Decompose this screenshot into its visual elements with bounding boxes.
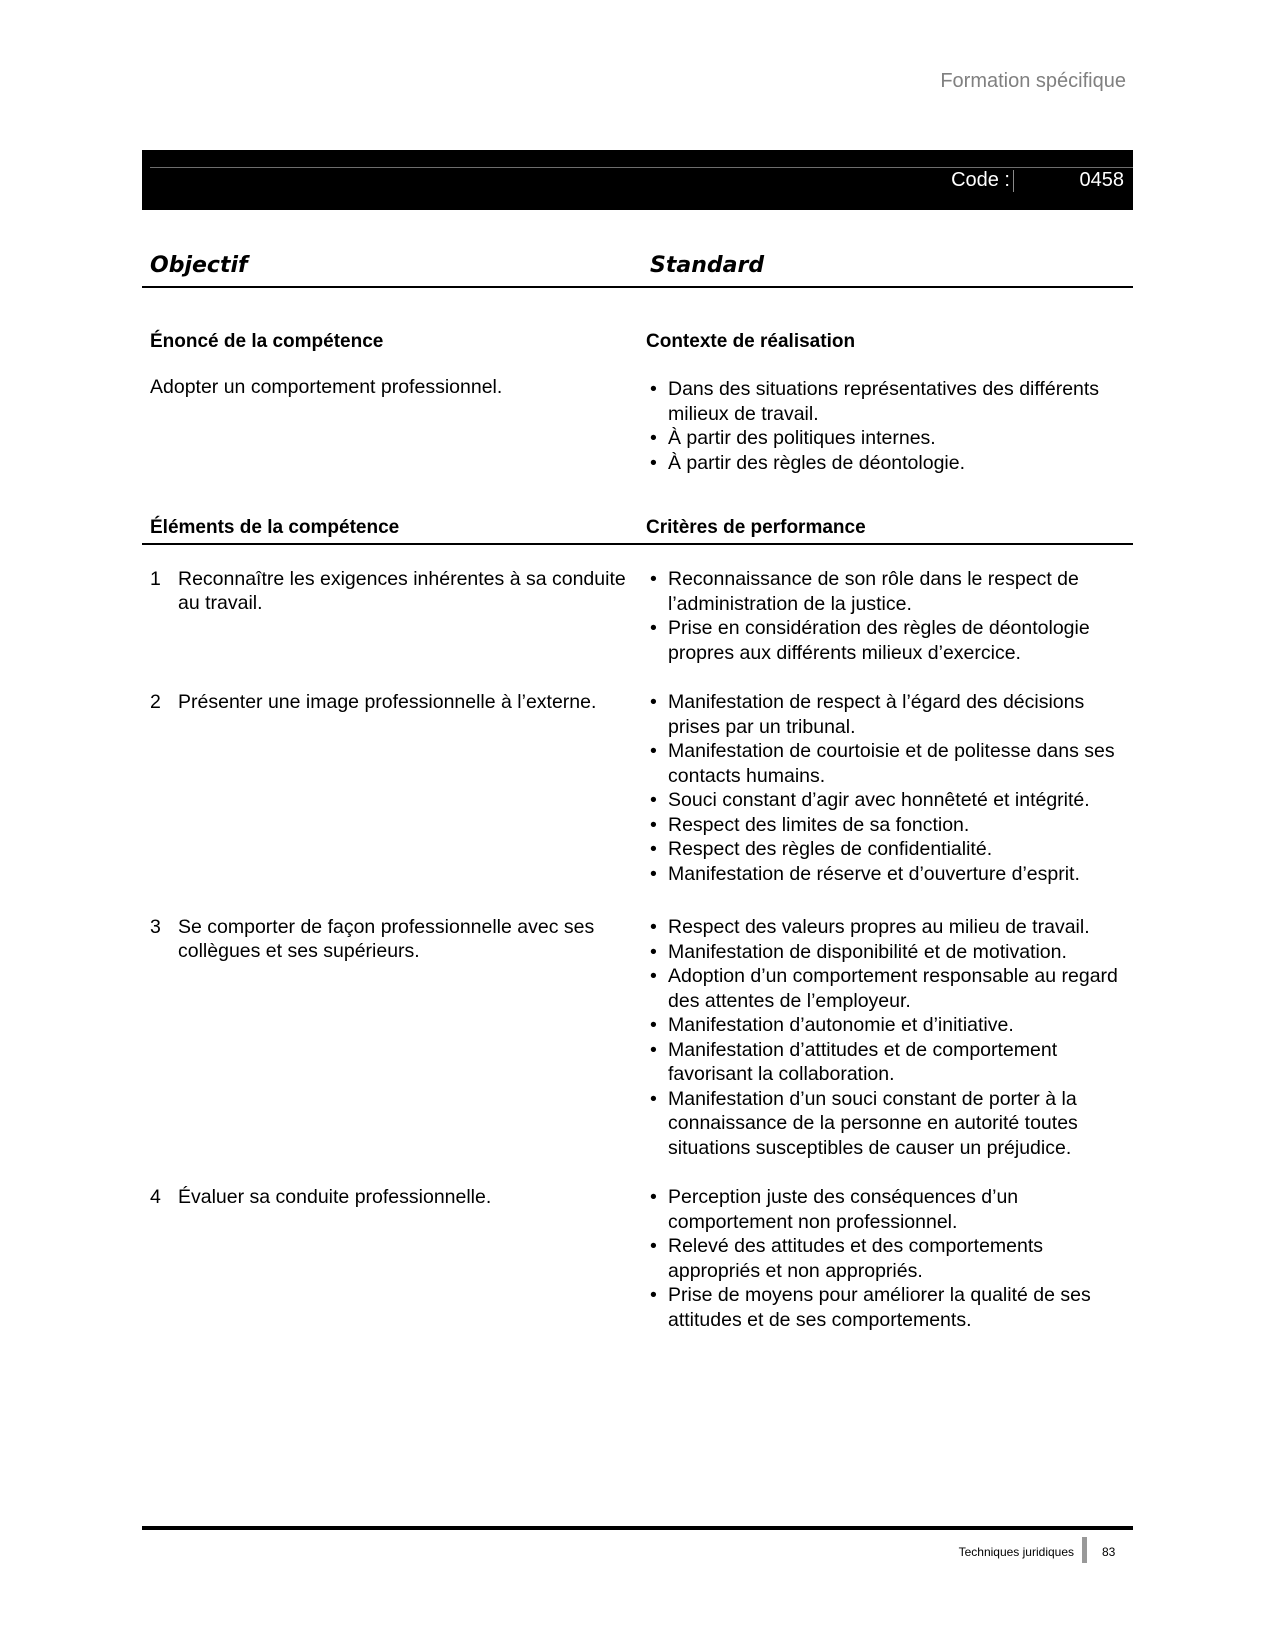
footer-separator — [1082, 1537, 1087, 1563]
bullet-icon: • — [650, 1038, 657, 1061]
list-item: • Souci constant d’agir avec honnêteté et intégrité. — [650, 789, 1090, 811]
element-1 — [150, 567, 630, 615]
enonce-text: Adopter un comportement professionnel. — [150, 376, 503, 398]
footer-rule — [142, 1526, 1133, 1530]
list-item: • Adoption d’un comportement responsable au regard des attentes de l’employeur. — [650, 965, 1118, 1012]
bullet-icon: • — [650, 740, 657, 762]
list-item: • Manifestation de respect à l’égard des décisions prises par un tribunal. — [650, 691, 1085, 738]
list-item: • Respect des règles de confidentialité. — [650, 838, 993, 860]
criteria-list-3 — [650, 915, 1135, 1160]
list-item: • Reconnaissance de son rôle dans le respect de l’administration de la justice. — [650, 568, 1079, 615]
list-item: • Manifestation de disponibilité et de motivation. — [650, 940, 1067, 963]
code-separator — [1013, 170, 1014, 192]
objectif-title: Objectif — [150, 253, 248, 278]
element-2 — [150, 690, 640, 714]
list-item: • Manifestation d’un souci constant de porter à la connaissance de la personne en autorité toutes situations susceptibles de causer un préjudice. — [650, 1087, 1078, 1159]
code-bar — [142, 150, 1133, 210]
bullet-icon: • — [650, 1087, 657, 1110]
element-number: 1 — [150, 568, 161, 590]
list-item: • Prise en considération des règles de déontologie propres aux différents milieux d’exercice. — [650, 617, 1090, 664]
code-bar-rule — [150, 167, 1133, 168]
criteres-heading: Critères de performance — [646, 517, 866, 538]
list-item: • Manifestation d’attitudes et de comportement favorisant la collaboration. — [650, 1038, 1058, 1085]
element-text: Présenter une image professionnelle à l’externe. — [178, 691, 597, 713]
standard-title: Standard — [650, 253, 765, 278]
element-number: 2 — [150, 691, 161, 713]
criteria-list-2 — [650, 690, 1135, 886]
running-head: Formation spécifique — [940, 70, 1126, 92]
bullet-icon: • — [650, 691, 657, 713]
bullet-icon: • — [650, 789, 657, 811]
element-text: Évaluer sa conduite professionnelle. — [178, 1186, 492, 1208]
bullet-icon: • — [650, 378, 657, 400]
section-title-rule — [142, 286, 1133, 288]
elements-heading-rule — [142, 543, 1133, 545]
code-value: 0458 — [1079, 169, 1124, 191]
elements-heading: Éléments de la compétence — [150, 517, 400, 538]
footer-program-title: Techniques juridiques — [958, 1545, 1074, 1559]
list-item: • Respect des valeurs propres au milieu de travail. — [650, 916, 1090, 938]
bullet-icon: • — [650, 617, 657, 639]
bullet-icon: • — [650, 1284, 657, 1306]
bullet-icon: • — [650, 838, 657, 860]
list-item: • Relevé des attitudes et des comportements appropriés et non appropriés. — [650, 1235, 1044, 1282]
element-text: Se comporter de façon professionnelle avec ses collègues et ses supérieurs. — [178, 916, 595, 962]
code-label: Code : — [951, 169, 1010, 191]
bullet-icon: • — [650, 1235, 657, 1257]
enonce-heading: Énoncé de la compétence — [150, 331, 384, 352]
list-item: • Dans des situations représentatives des différents milieux de travail. — [650, 378, 1100, 425]
list-item: • Manifestation d’autonomie et d’initiative. — [650, 1014, 1014, 1036]
list-item: • À partir des règles de déontologie. — [650, 451, 966, 474]
criteria-list-1 — [650, 567, 1135, 665]
element-number: 4 — [150, 1186, 161, 1208]
list-item: • Manifestation de courtoisie et de politesse dans ses contacts humains. — [650, 740, 1115, 787]
bullet-icon: • — [650, 940, 657, 963]
bullet-icon: • — [650, 862, 657, 885]
element-number: 3 — [150, 916, 161, 938]
list-item: • À partir des politiques internes. — [650, 427, 936, 449]
page-number: 83 — [1102, 1545, 1116, 1559]
element-3 — [150, 915, 630, 963]
bullet-icon: • — [650, 1186, 657, 1208]
element-text: Reconnaître les exigences inhérentes à sa conduite au travail. — [178, 568, 626, 614]
bullet-icon: • — [650, 568, 657, 590]
contexte-heading: Contexte de réalisation — [646, 331, 856, 352]
bullet-icon: • — [650, 451, 657, 474]
contexte-list — [650, 377, 1135, 475]
code-value-rule — [1029, 167, 1124, 168]
list-item: • Perception juste des conséquences d’un comportement non professionnel. — [650, 1186, 1019, 1233]
list-item: • Manifestation de réserve et d’ouverture d’esprit. — [650, 862, 1080, 885]
bullet-icon: • — [650, 965, 657, 987]
bullet-icon: • — [650, 916, 657, 938]
list-item: • Respect des limites de sa fonction. — [650, 813, 970, 836]
criteria-list-4 — [650, 1185, 1135, 1332]
bullet-icon: • — [650, 1014, 657, 1036]
bullet-icon: • — [650, 427, 657, 449]
bullet-icon: • — [650, 813, 657, 836]
list-item: • Prise de moyens pour améliorer la qualité de ses attitudes et de ses comportements. — [650, 1284, 1091, 1331]
element-4 — [150, 1185, 630, 1209]
